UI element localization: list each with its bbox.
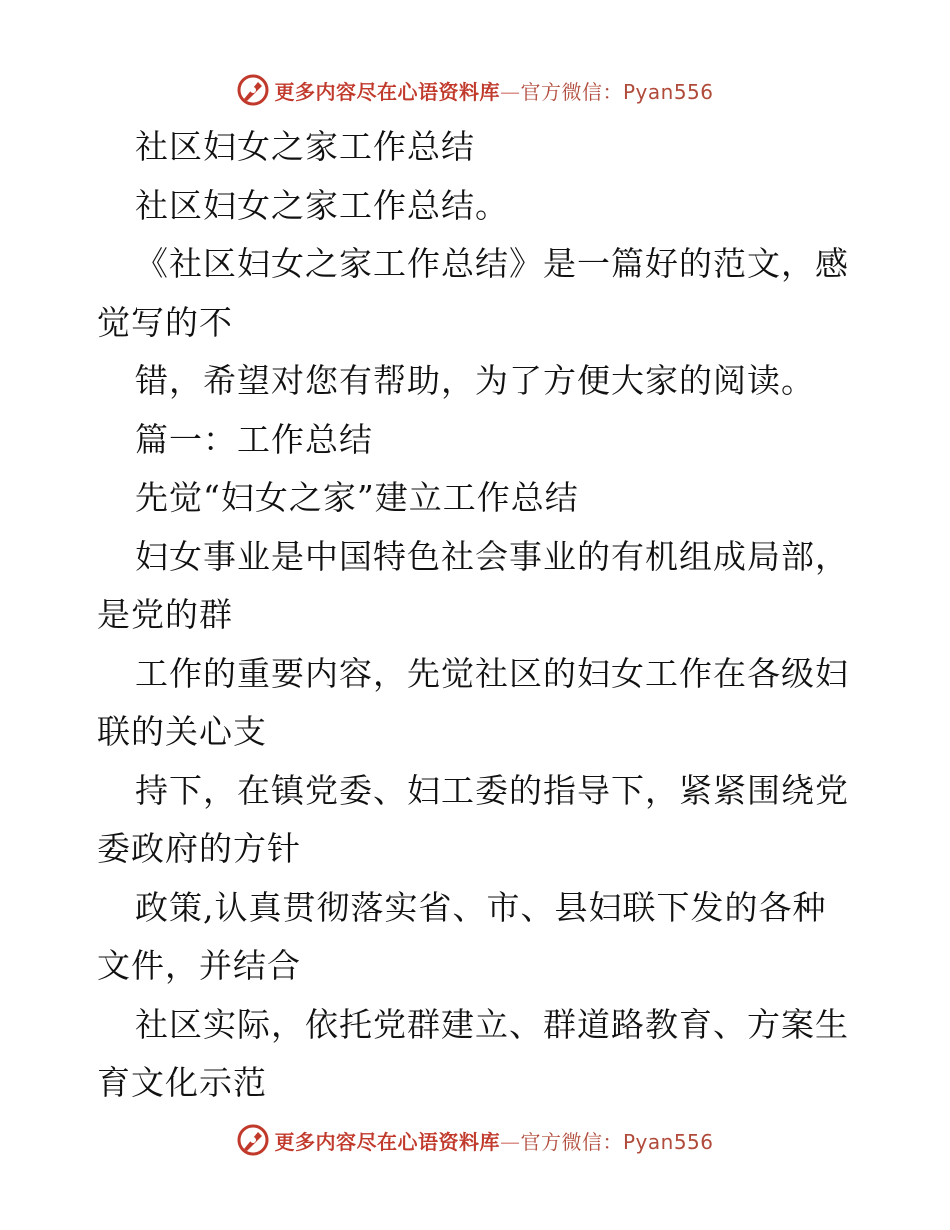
doc-line: 是党的群 (97, 595, 233, 634)
banner-account: Pyan556 (622, 79, 714, 104)
doc-subheading: 先觉“妇女之家”建立工作总结 (135, 478, 579, 517)
doc-line: 育文化示范 (97, 1063, 267, 1102)
pen-nib-logo-icon (236, 1123, 270, 1157)
doc-line: 政策,认真贯彻落实省、市、县妇联下发的各种 (135, 887, 827, 927)
banner-dash: — (499, 79, 521, 104)
doc-line: 工作的重要内容，先觉社区的妇女工作在各级妇 (135, 653, 849, 693)
banner-wechat-label: 官方微信： (520, 1129, 623, 1154)
banner-dash: — (499, 1129, 521, 1154)
doc-line: 觉写的不 (97, 302, 233, 342)
doc-section-heading: 篇一：工作总结 (135, 419, 373, 459)
banner-account: Pyan556 (622, 1129, 714, 1154)
doc-line: 妇女事业是中国特色社会事业的有机组成局部， (135, 536, 849, 576)
doc-line: 错，希望对您有帮助，为了方便大家的阅读。 (135, 361, 815, 400)
pen-nib-logo-icon (236, 73, 270, 107)
banner-main-text: 更多内容尽在心语资料库 (274, 1129, 500, 1154)
header-watermark-banner (0, 70, 950, 110)
banner-wechat-label: 官方微信： (520, 79, 623, 104)
doc-line: 社区实际，依托党群建立、群道路教育、方案生 (135, 1004, 849, 1044)
document-body (97, 118, 857, 1113)
doc-title: 社区妇女之家工作总结 (135, 127, 475, 166)
doc-line: 持下，在镇党委、妇工委的指导下，紧紧围绕党 (135, 770, 849, 810)
footer-watermark-banner (0, 1120, 950, 1160)
doc-line: 委政府的方针 (97, 829, 301, 868)
doc-line: 联的关心支 (97, 712, 267, 751)
banner-main-text: 更多内容尽在心语资料库 (274, 79, 500, 104)
doc-line: 社区妇女之家工作总结。 (135, 185, 509, 225)
doc-line: 《社区妇女之家工作总结》是一篇好的范文，感 (135, 244, 849, 283)
doc-line: 文件，并结合 (97, 946, 301, 985)
